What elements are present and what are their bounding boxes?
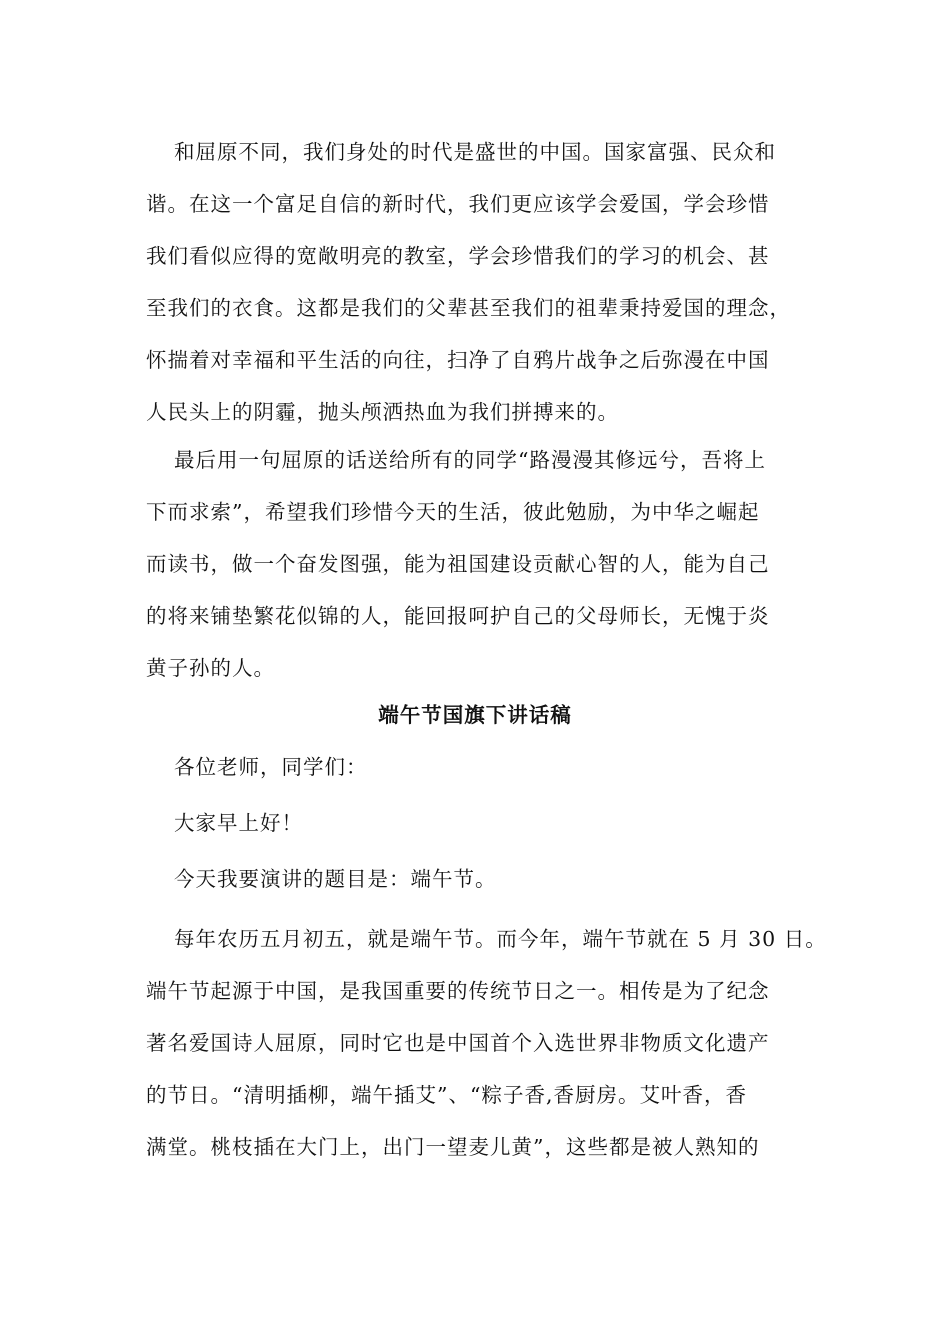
paragraph-line: 人民头上的阴霾，抛头颅洒热血为我们拼搏来的。 — [146, 400, 619, 424]
paragraph-line: 最后用一句屈原的话送给所有的同学“路漫漫其修远兮，吾将上 — [174, 448, 766, 472]
paragraph-closing-quote — [146, 434, 818, 694]
hello-line: 大家早上好！ — [174, 811, 303, 835]
hello-paragraph — [146, 797, 818, 849]
topic-line: 今天我要演讲的题目是：端午节。 — [174, 867, 497, 891]
greeting-paragraph — [146, 741, 818, 793]
paragraph-line: 每年农历五月初五，就是端午节。而今年，端午节就在 5 月 30 日。 — [174, 927, 827, 951]
speech-title: 端午节国旗下讲话稿 — [378, 703, 572, 727]
paragraph-line: 满堂。桃枝插在大门上，出门一望麦儿黄”，这些都是被人熟知的 — [146, 1135, 760, 1159]
paragraph-line: 怀揣着对幸福和平生活的向往，扫净了自鸦片战争之后弥漫在中国 — [146, 348, 770, 372]
paragraph-line: 至我们的衣食。这都是我们的父辈甚至我们的祖辈秉持爱国的理念， — [146, 296, 791, 320]
paragraph-line: 的节日。“清明插柳，端午插艾”、“粽子香,香厨房。艾叶香，香 — [146, 1083, 747, 1107]
paragraph-dragon-boat — [146, 913, 827, 1173]
topic-paragraph — [146, 853, 818, 905]
paragraph-line: 端午节起源于中国，是我国重要的传统节日之一。相传是为了纪念 — [146, 979, 770, 1003]
paragraph-line: 下而求索”，希望我们珍惜今天的生活，彼此勉励，为中华之崛起 — [146, 500, 760, 524]
paragraph-line: 谐。在这一个富足自信的新时代，我们更应该学会爱国，学会珍惜 — [146, 192, 770, 216]
paragraph-line: 著名爱国诗人屈原，同时它也是中国首个入选世界非物质文化遗产 — [146, 1031, 770, 1055]
paragraph-line: 黄子孙的人。 — [146, 656, 275, 680]
paragraph-line: 的将来铺垫繁花似锦的人，能回报呵护自己的父母师长，无愧于炎 — [146, 604, 770, 628]
greeting-line: 各位老师，同学们： — [174, 755, 368, 779]
paragraph-line: 我们看似应得的宽敞明亮的教室，学会珍惜我们的学习的机会、甚 — [146, 244, 770, 268]
paragraph-line: 而读书，做一个奋发图强，能为祖国建设贡献心智的人，能为自己 — [146, 552, 770, 576]
paragraph-patriotism — [146, 126, 818, 438]
paragraph-line: 和屈原不同，我们身处的时代是盛世的中国。国家富强、民众和 — [174, 140, 776, 164]
